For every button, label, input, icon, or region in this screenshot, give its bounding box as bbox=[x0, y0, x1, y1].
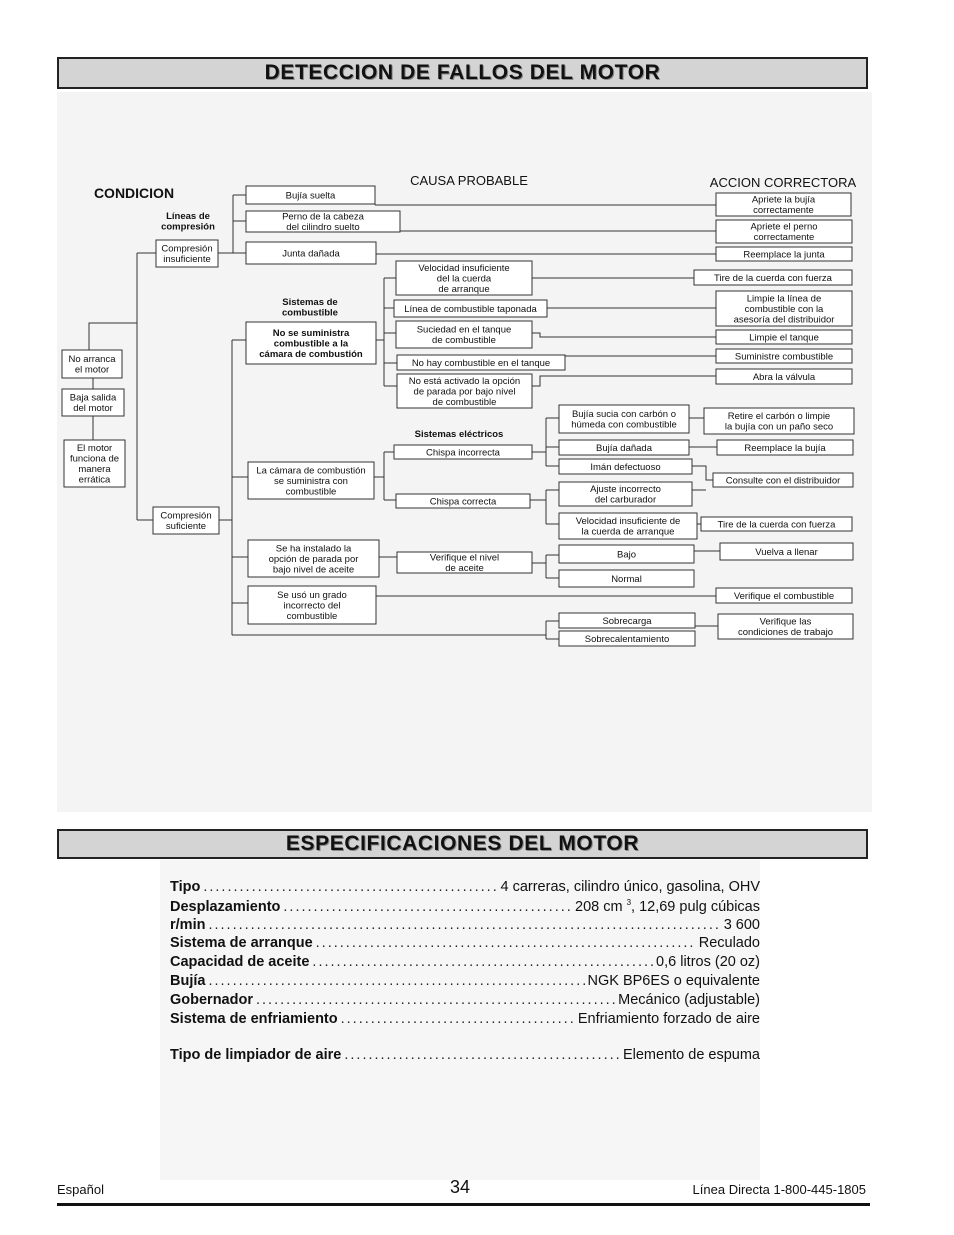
spec-row-desplazamiento bbox=[170, 898, 760, 917]
limpie-linea-action-text: asesoría del distribuidor bbox=[733, 314, 835, 326]
chispa-incorrecta-box-text: Chispa incorrecta bbox=[426, 447, 500, 459]
spec-value: 3 600 bbox=[723, 916, 760, 933]
sobrecalentamiento-box-text: Sobrecalentamiento bbox=[584, 633, 670, 645]
retire-carbon-action-text: Retire el carbón o limpie bbox=[727, 411, 831, 423]
no-activado-box-text: de parada por bajo nivel bbox=[413, 386, 516, 398]
grado-incorrecto-box-text: incorrecto del bbox=[283, 600, 341, 612]
causa-heading: CAUSA PROBABLE bbox=[410, 173, 528, 188]
spec-value: NGK BP6ES o equivalente bbox=[587, 972, 760, 989]
connector-line bbox=[692, 466, 713, 480]
junta-danada-box-text: Junta dañada bbox=[282, 248, 340, 260]
limpie-tanque-action-text: Limpie el tanque bbox=[749, 332, 819, 344]
sistemas-combustible-label: Sistemas de bbox=[282, 297, 338, 308]
no-arranca-box-text: No arranca bbox=[68, 354, 116, 366]
spec-value: 0,6 litros (20 oz) bbox=[656, 954, 760, 971]
compresion-suficiente-box-text: suficiente bbox=[165, 521, 207, 533]
velocidad-cuerda2-box-text: Velocidad insuficiente de bbox=[575, 516, 681, 528]
verifique-condiciones-action-text: Verifique las bbox=[759, 616, 812, 628]
spec-label: Gobernador bbox=[170, 991, 253, 1008]
funciona-erratica-box-text: funciona de bbox=[69, 453, 120, 465]
bujia-danada-box-text: Bujía dañada bbox=[596, 442, 652, 454]
accion-heading: ACCION CORRECTORA bbox=[709, 175, 857, 190]
linea-taponada-box-text: Línea de combustible taponada bbox=[404, 303, 537, 315]
spec-row-enfriamiento bbox=[170, 1011, 760, 1030]
normal-box-text: Normal bbox=[611, 573, 642, 585]
camara-suministra-box-text: combustible bbox=[285, 486, 337, 498]
specifications-title: ESPECIFICACIONES DEL MOTOR bbox=[285, 832, 640, 855]
apriete-perno-action-text: Apriete el perno bbox=[750, 221, 818, 233]
funciona-erratica-box-text: manera bbox=[78, 464, 111, 476]
specifications-list bbox=[170, 879, 760, 1066]
limpie-linea-action-text: combustible con la bbox=[744, 303, 824, 315]
no-activado-box-text: de combustible bbox=[432, 396, 497, 408]
spec-label: r/min bbox=[170, 916, 206, 933]
connector-line bbox=[532, 333, 716, 337]
sistemas-electricos-label: Sistemas eléctricos bbox=[414, 429, 504, 440]
lineas-compresion-label: compresión bbox=[161, 221, 215, 233]
specifications-header bbox=[57, 829, 868, 859]
spec-row-tipo bbox=[170, 879, 760, 898]
consulte-action-text: Consulte con el distribuidor bbox=[725, 475, 841, 487]
baja-salida-box-text: Baja salida bbox=[69, 392, 117, 404]
connector-line bbox=[565, 356, 716, 363]
sistemas-combustible-label: combustible bbox=[282, 307, 338, 319]
verifique-condiciones-action-text: condiciones de trabajo bbox=[737, 627, 834, 639]
bujia-suelta-box-text: Bujía suelta bbox=[285, 190, 336, 202]
no-arranca-box-text: el motor bbox=[74, 364, 110, 376]
parada-aceite-box-text: bajo nivel de aceite bbox=[272, 564, 355, 576]
spec-label: Tipo bbox=[170, 879, 201, 895]
grado-incorrecto-box-text: Se usó un grado bbox=[277, 589, 347, 601]
reemplace-bujia-action-text: Reemplace la bujía bbox=[744, 442, 826, 454]
spec-value: Mecánico (adjustable) bbox=[618, 991, 760, 1008]
footer-hotline: Línea Directa 1-800-445-1805 bbox=[692, 1182, 866, 1197]
limpie-linea-action-text: Limpie la línea de bbox=[746, 293, 822, 305]
spec-row-limpiador bbox=[170, 1047, 760, 1066]
spec-value: 208 cm $^3$, 12,69 pulg cúbicas bbox=[575, 897, 760, 915]
spec-label: Tipo de limpiador de aire bbox=[170, 1047, 342, 1064]
parada-aceite-box-text: opción de parada por bbox=[268, 553, 359, 565]
bajo-box-text: Bajo bbox=[616, 549, 637, 561]
no-hay-combustible-box-text: No hay combustible en el tanque bbox=[411, 357, 551, 369]
spec-value: Reculado bbox=[698, 935, 760, 952]
compresion-suficiente-box-text: Compresión bbox=[160, 510, 212, 522]
baja-salida-box-text: del motor bbox=[73, 403, 113, 415]
suciedad-tanque-box-text: Suciedad en el tanque bbox=[416, 324, 512, 336]
camara-suministra-box-text: La cámara de combustión bbox=[256, 465, 366, 477]
velocidad-cuerda-box-text: de arranque bbox=[438, 283, 490, 295]
spec-row-rmin bbox=[170, 917, 760, 936]
vuelva-llenar-action-text: Vuelva a llenar bbox=[755, 546, 818, 558]
spec-row-gobernador bbox=[170, 992, 760, 1011]
connector-line bbox=[89, 323, 137, 350]
suministre-action-text: Suministre combustible bbox=[734, 351, 834, 363]
troubleshooting-title: DETECCION DE FALLOS DEL MOTOR bbox=[264, 61, 661, 84]
sobrecarga-box-text: Sobrecarga bbox=[602, 615, 652, 627]
spec-row-aceite bbox=[170, 954, 760, 973]
no-activado-box-text: No está activado la opción bbox=[408, 375, 521, 387]
spec-label: Desplazamiento bbox=[170, 898, 281, 915]
footer-language: Español bbox=[57, 1182, 104, 1197]
compresion-insuficiente-box-text: Compresión bbox=[161, 243, 213, 255]
lineas-compresion-label: Líneas de bbox=[166, 211, 210, 222]
spec-value: 4 carreras, cilindro único, gasolina, OHV bbox=[500, 879, 760, 895]
velocidad-cuerda-box-text: Velocidad insuficiente bbox=[418, 262, 510, 274]
spec-label: Bujía bbox=[170, 972, 206, 989]
connector-line bbox=[532, 376, 716, 386]
reemplace-junta-action-text: Reemplace la junta bbox=[743, 249, 825, 261]
spec-value: Elemento de espuma bbox=[622, 1047, 760, 1064]
abra-valvula-action-text: Abra la válvula bbox=[752, 371, 816, 383]
suciedad-tanque-box-text: de combustible bbox=[432, 335, 496, 347]
tire-cuerda-action-text: Tire de la cuerda con fuerza bbox=[714, 272, 832, 284]
spec-label: Capacidad de aceite bbox=[170, 954, 310, 971]
apriete-bujia-action-text: Apriete la bujía bbox=[751, 194, 816, 206]
condicion-heading: CONDICION bbox=[93, 185, 175, 201]
camara-suministra-box-text: se suministra con bbox=[274, 475, 348, 487]
spec-row-bujia bbox=[170, 973, 760, 992]
page-number: 34 bbox=[450, 1177, 471, 1197]
no-suministra-box-text: combustible a la bbox=[273, 338, 349, 350]
spec-row-arranque bbox=[170, 935, 760, 954]
iman-defectuoso-box-text: Imán defectuoso bbox=[590, 461, 661, 473]
spec-label: Sistema de enfriamiento bbox=[170, 1010, 338, 1027]
verifique-aceite-box-text: Verifique el nivel bbox=[429, 552, 500, 564]
bujia-sucia-box-text: húmeda con combustible bbox=[571, 419, 677, 431]
perno-cabeza-box-text: Perno de la cabeza bbox=[282, 211, 364, 223]
funciona-erratica-box-text: El motor bbox=[76, 443, 113, 455]
compresion-insuficiente-box-text: insuficiente bbox=[163, 254, 211, 266]
perno-cabeza-box-text: del cilindro suelto bbox=[286, 222, 360, 234]
bujia-sucia-box-text: Bujía sucia con carbón o bbox=[571, 409, 677, 421]
spec-value: Enfriamiento forzado de aire bbox=[577, 1010, 760, 1027]
velocidad-cuerda-box-text: del la cuerda bbox=[436, 273, 492, 285]
parada-aceite-box-text: Se ha instalado la bbox=[275, 543, 352, 555]
ajuste-carburador-box-text: del carburador bbox=[594, 494, 657, 506]
apriete-perno-action-text: correctamente bbox=[753, 232, 815, 244]
velocidad-cuerda2-box-text: la cuerda de arranque bbox=[581, 526, 675, 538]
apriete-bujia-action-text: correctamente bbox=[753, 205, 814, 217]
footer-rule bbox=[57, 1203, 870, 1206]
chispa-correcta-box-text: Chispa correcta bbox=[429, 496, 497, 508]
grado-incorrecto-box-text: combustible bbox=[286, 610, 338, 622]
tire-cuerda2-action-text: Tire de la cuerda con fuerza bbox=[717, 519, 836, 531]
funciona-erratica-box-text: errática bbox=[78, 474, 111, 486]
spec-label: Sistema de arranque bbox=[170, 935, 313, 952]
verifique-combustible-action-text: Verifique el combustible bbox=[733, 590, 835, 602]
no-suministra-box-text: cámara de combustión bbox=[259, 348, 363, 360]
retire-carbon-action-text: la bujía con un paño seco bbox=[724, 421, 834, 433]
no-suministra-box-text: No se suministra bbox=[272, 327, 350, 339]
ajuste-carburador-box-text: Ajuste incorrecto bbox=[590, 484, 661, 496]
verifique-aceite-box-text: de aceite bbox=[445, 563, 484, 575]
